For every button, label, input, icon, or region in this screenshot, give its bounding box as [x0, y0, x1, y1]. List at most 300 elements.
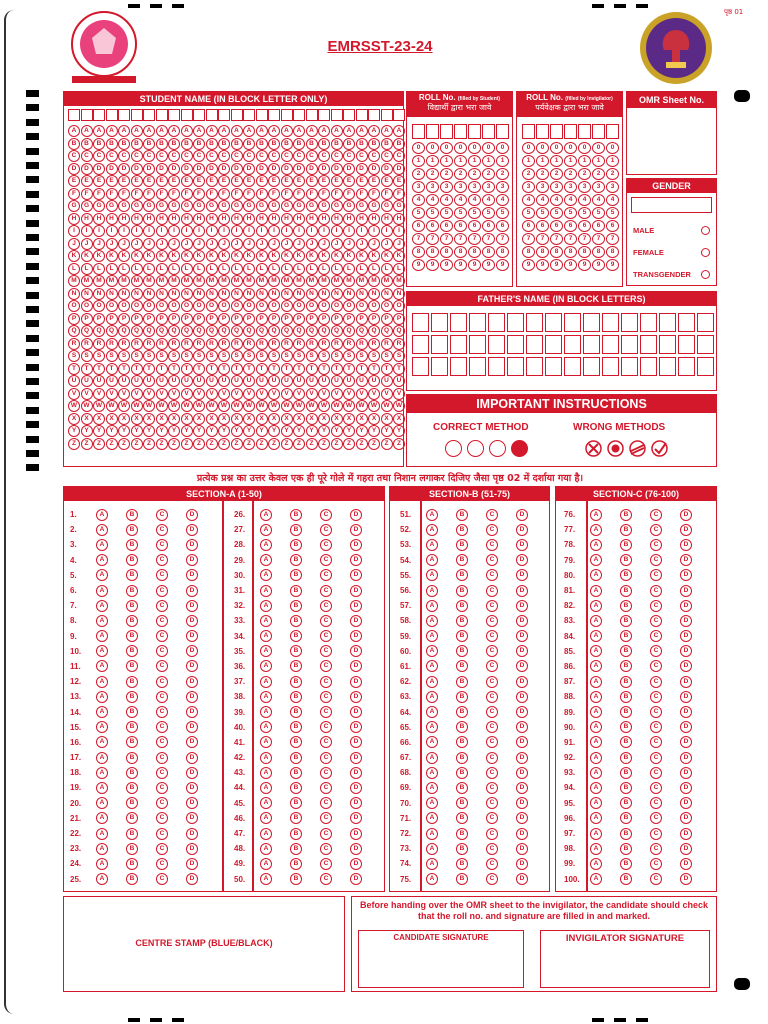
roll-digit-bubble[interactable]: 5 — [578, 207, 591, 219]
name-letter-bubble[interactable]: V — [281, 388, 293, 400]
answer-bubble[interactable]: B — [620, 736, 632, 748]
gender-input-box[interactable] — [631, 197, 712, 213]
answer-bubble[interactable]: B — [126, 858, 138, 870]
name-letter-bubble[interactable]: C — [293, 150, 305, 162]
name-letter-bubble[interactable]: U — [343, 375, 355, 387]
name-letter-bubble[interactable]: P — [306, 313, 318, 325]
roll-digit-bubble[interactable]: 5 — [426, 207, 439, 219]
name-letter-bubble[interactable]: A — [143, 125, 155, 137]
name-letter-bubble[interactable]: P — [131, 313, 143, 325]
name-letter-bubble[interactable]: H — [131, 213, 143, 225]
name-letter-bubble[interactable]: M — [193, 275, 205, 287]
roll-digit-bubble[interactable]: 3 — [606, 181, 619, 193]
fathers-name-letter-cell[interactable] — [469, 335, 486, 354]
answer-bubble[interactable]: C — [486, 585, 498, 597]
name-letter-bubble[interactable]: B — [331, 138, 343, 150]
roll-digit-bubble[interactable]: 5 — [564, 207, 577, 219]
answer-bubble[interactable]: A — [426, 539, 438, 551]
name-letter-bubble[interactable]: C — [256, 150, 268, 162]
answer-bubble[interactable]: C — [650, 554, 662, 566]
roll-digit-bubble[interactable]: 3 — [426, 181, 439, 193]
answer-bubble[interactable]: D — [350, 630, 362, 642]
name-letter-bubble[interactable]: M — [381, 275, 393, 287]
answer-bubble[interactable]: D — [186, 630, 198, 642]
answer-bubble[interactable]: B — [126, 554, 138, 566]
name-letter-bubble[interactable]: F — [393, 188, 405, 200]
name-letter-bubble[interactable]: Y — [256, 425, 268, 437]
name-letter-bubble[interactable]: R — [281, 338, 293, 350]
answer-bubble[interactable]: A — [260, 569, 272, 581]
name-letter-bubble[interactable]: N — [131, 288, 143, 300]
name-letter-bubble[interactable]: C — [93, 150, 105, 162]
roll-digit-bubble[interactable]: 8 — [592, 246, 605, 258]
name-letter-bubble[interactable]: D — [343, 163, 355, 175]
answer-bubble[interactable]: B — [290, 752, 302, 764]
name-letter-bubble[interactable]: E — [331, 175, 343, 187]
name-letter-bubble[interactable]: S — [81, 350, 93, 362]
name-letter-bubble[interactable]: C — [268, 150, 280, 162]
answer-bubble[interactable]: A — [426, 509, 438, 521]
name-letter-bubble[interactable]: X — [181, 413, 193, 425]
name-letter-bubble[interactable]: I — [393, 225, 405, 237]
answer-bubble[interactable]: D — [350, 812, 362, 824]
roll-digit-bubble[interactable]: 5 — [440, 207, 453, 219]
name-letter-bubble[interactable]: O — [93, 300, 105, 312]
name-letter-bubble[interactable]: W — [331, 400, 343, 412]
name-letter-bubble[interactable]: Z — [356, 438, 368, 450]
answer-bubble[interactable]: C — [650, 645, 662, 657]
name-letter-bubble[interactable]: I — [381, 225, 393, 237]
name-letter-bubble[interactable]: O — [81, 300, 93, 312]
answer-bubble[interactable]: D — [680, 585, 692, 597]
answer-bubble[interactable]: D — [516, 873, 528, 885]
name-letter-bubble[interactable]: W — [293, 400, 305, 412]
answer-bubble[interactable]: B — [620, 585, 632, 597]
fathers-name-letter-cell[interactable] — [564, 357, 581, 376]
name-letter-bubble[interactable]: E — [368, 175, 380, 187]
name-letter-bubble[interactable]: R — [131, 338, 143, 350]
name-letter-bubble[interactable]: F — [168, 188, 180, 200]
name-letter-bubble[interactable]: E — [106, 175, 118, 187]
name-letter-bubble[interactable]: N — [193, 288, 205, 300]
name-letter-bubble[interactable]: T — [368, 363, 380, 375]
name-letter-bubble[interactable]: E — [118, 175, 130, 187]
answer-bubble[interactable]: D — [350, 767, 362, 779]
name-letter-cell[interactable] — [331, 109, 343, 121]
roll-digit-bubble[interactable]: 4 — [426, 194, 439, 206]
name-letter-bubble[interactable]: B — [93, 138, 105, 150]
answer-bubble[interactable]: D — [680, 509, 692, 521]
gender-option-female[interactable]: FEMALE — [633, 241, 710, 263]
roll-digit-bubble[interactable]: 2 — [550, 168, 563, 180]
name-letter-bubble[interactable]: P — [368, 313, 380, 325]
name-letter-bubble[interactable]: K — [368, 250, 380, 262]
name-letter-bubble[interactable]: E — [281, 175, 293, 187]
roll-digit-bubble[interactable]: 4 — [496, 194, 509, 206]
roll-digit-bubble[interactable]: 2 — [564, 168, 577, 180]
name-letter-bubble[interactable]: X — [143, 413, 155, 425]
name-letter-bubble[interactable]: I — [281, 225, 293, 237]
answer-bubble[interactable]: A — [260, 539, 272, 551]
roll-digit-bubble[interactable]: 5 — [454, 207, 467, 219]
answer-bubble[interactable]: C — [650, 600, 662, 612]
name-letter-bubble[interactable]: K — [381, 250, 393, 262]
name-letter-bubble[interactable]: B — [356, 138, 368, 150]
answer-bubble[interactable]: D — [350, 524, 362, 536]
name-letter-bubble[interactable]: P — [206, 313, 218, 325]
name-letter-bubble[interactable]: L — [181, 263, 193, 275]
name-letter-bubble[interactable]: C — [143, 150, 155, 162]
roll-digit-bubble[interactable]: 5 — [468, 207, 481, 219]
name-letter-bubble[interactable]: Q — [168, 325, 180, 337]
fathers-name-letter-cell[interactable] — [697, 313, 714, 332]
answer-bubble[interactable]: A — [96, 706, 108, 718]
name-letter-bubble[interactable]: A — [268, 125, 280, 137]
name-letter-bubble[interactable]: Q — [306, 325, 318, 337]
name-letter-bubble[interactable]: D — [368, 163, 380, 175]
roll-digit-bubble[interactable]: 9 — [592, 259, 605, 271]
name-letter-bubble[interactable]: G — [181, 200, 193, 212]
name-letter-bubble[interactable]: Q — [231, 325, 243, 337]
answer-bubble[interactable]: A — [96, 736, 108, 748]
name-letter-bubble[interactable]: A — [218, 125, 230, 137]
name-letter-bubble[interactable]: D — [81, 163, 93, 175]
name-letter-bubble[interactable]: T — [143, 363, 155, 375]
answer-bubble[interactable]: A — [590, 812, 602, 824]
name-letter-bubble[interactable]: Z — [206, 438, 218, 450]
name-letter-bubble[interactable]: P — [243, 313, 255, 325]
name-letter-bubble[interactable]: S — [268, 350, 280, 362]
roll-digit-bubble[interactable]: 6 — [550, 220, 563, 232]
roll-digit-bubble[interactable]: 2 — [496, 168, 509, 180]
name-letter-bubble[interactable]: Y — [281, 425, 293, 437]
name-letter-bubble[interactable]: Q — [343, 325, 355, 337]
name-letter-bubble[interactable]: F — [68, 188, 80, 200]
answer-bubble[interactable]: C — [486, 843, 498, 855]
answer-bubble[interactable]: C — [320, 706, 332, 718]
name-letter-bubble[interactable]: P — [231, 313, 243, 325]
answer-bubble[interactable]: D — [350, 615, 362, 627]
answer-bubble[interactable]: C — [650, 569, 662, 581]
name-letter-bubble[interactable]: N — [81, 288, 93, 300]
answer-bubble[interactable]: B — [456, 843, 468, 855]
fathers-name-letter-cell[interactable] — [488, 313, 505, 332]
name-letter-bubble[interactable]: X — [193, 413, 205, 425]
roll-digit-bubble[interactable]: 8 — [482, 246, 495, 258]
answer-bubble[interactable]: D — [680, 676, 692, 688]
name-letter-bubble[interactable]: M — [256, 275, 268, 287]
name-letter-bubble[interactable]: B — [256, 138, 268, 150]
name-letter-bubble[interactable]: A — [81, 125, 93, 137]
answer-bubble[interactable]: C — [650, 676, 662, 688]
roll-digit-bubble[interactable]: 4 — [522, 194, 535, 206]
answer-bubble[interactable]: C — [156, 706, 168, 718]
name-letter-bubble[interactable]: G — [131, 200, 143, 212]
name-letter-bubble[interactable]: U — [306, 375, 318, 387]
name-letter-cell[interactable] — [343, 109, 355, 121]
name-letter-bubble[interactable]: B — [218, 138, 230, 150]
name-letter-bubble[interactable]: L — [156, 263, 168, 275]
roll-invigilator-cells[interactable] — [522, 124, 619, 139]
answer-bubble[interactable]: D — [350, 691, 362, 703]
answer-bubble[interactable]: C — [156, 873, 168, 885]
name-letter-bubble[interactable]: G — [381, 200, 393, 212]
name-letter-bubble[interactable]: Z — [243, 438, 255, 450]
gender-option-transgender[interactable]: TRANSGENDER — [633, 263, 710, 285]
answer-bubble[interactable]: D — [516, 645, 528, 657]
name-letter-bubble[interactable]: D — [243, 163, 255, 175]
name-letter-bubble[interactable]: W — [81, 400, 93, 412]
name-letter-bubble[interactable]: U — [268, 375, 280, 387]
answer-bubble[interactable]: B — [456, 615, 468, 627]
name-letter-bubble[interactable]: O — [131, 300, 143, 312]
answer-bubble[interactable]: C — [320, 767, 332, 779]
name-letter-cell[interactable] — [356, 109, 368, 121]
name-letter-bubble[interactable]: M — [281, 275, 293, 287]
name-letter-bubble[interactable]: A — [206, 125, 218, 137]
name-letter-bubble[interactable]: L — [281, 263, 293, 275]
name-letter-bubble[interactable]: X — [368, 413, 380, 425]
answer-bubble[interactable]: A — [96, 843, 108, 855]
name-letter-bubble[interactable]: G — [68, 200, 80, 212]
name-letter-bubble[interactable]: L — [356, 263, 368, 275]
roll-digit-bubble[interactable]: 7 — [496, 233, 509, 245]
roll-digit-bubble[interactable]: 5 — [522, 207, 535, 219]
roll-digit-bubble[interactable]: 8 — [454, 246, 467, 258]
name-letter-bubble[interactable]: M — [356, 275, 368, 287]
name-letter-bubble[interactable]: R — [118, 338, 130, 350]
answer-bubble[interactable]: A — [590, 569, 602, 581]
answer-bubble[interactable]: C — [320, 843, 332, 855]
name-letter-bubble[interactable]: C — [343, 150, 355, 162]
name-letter-bubble[interactable]: Q — [181, 325, 193, 337]
name-letter-bubble[interactable]: W — [281, 400, 293, 412]
name-letter-bubble[interactable]: J — [131, 238, 143, 250]
answer-bubble[interactable]: B — [620, 843, 632, 855]
name-letter-bubble[interactable]: H — [356, 213, 368, 225]
name-letter-bubble[interactable]: M — [331, 275, 343, 287]
answer-bubble[interactable]: C — [156, 752, 168, 764]
roll-digit-cell[interactable] — [454, 124, 467, 139]
answer-bubble[interactable]: C — [156, 539, 168, 551]
answer-bubble[interactable]: B — [456, 600, 468, 612]
name-letter-bubble[interactable]: Y — [193, 425, 205, 437]
name-letter-bubble[interactable]: I — [256, 225, 268, 237]
answer-bubble[interactable]: D — [186, 676, 198, 688]
answer-bubble[interactable]: C — [156, 736, 168, 748]
name-letter-bubble[interactable]: A — [156, 125, 168, 137]
answer-bubble[interactable]: B — [456, 585, 468, 597]
name-letter-bubble[interactable]: B — [393, 138, 405, 150]
name-letter-bubble[interactable]: C — [381, 150, 393, 162]
name-letter-bubble[interactable]: Q — [193, 325, 205, 337]
name-letter-bubble[interactable]: O — [206, 300, 218, 312]
name-letter-bubble[interactable]: H — [318, 213, 330, 225]
name-letter-cell[interactable] — [81, 109, 93, 121]
roll-digit-bubble[interactable]: 6 — [468, 220, 481, 232]
roll-digit-cell[interactable] — [440, 124, 453, 139]
roll-digit-bubble[interactable]: 1 — [440, 155, 453, 167]
name-letter-bubble[interactable]: K — [306, 250, 318, 262]
answer-bubble[interactable]: B — [290, 858, 302, 870]
roll-digit-bubble[interactable]: 4 — [440, 194, 453, 206]
answer-bubble[interactable]: B — [290, 630, 302, 642]
name-letter-bubble[interactable]: B — [268, 138, 280, 150]
name-letter-bubble[interactable]: W — [368, 400, 380, 412]
name-letter-bubble[interactable]: H — [218, 213, 230, 225]
answer-bubble[interactable]: A — [260, 736, 272, 748]
roll-digit-bubble[interactable]: 9 — [454, 259, 467, 271]
answer-bubble[interactable]: A — [426, 600, 438, 612]
name-letter-bubble[interactable]: V — [68, 388, 80, 400]
name-letter-cell[interactable] — [168, 109, 180, 121]
name-letter-bubble[interactable]: X — [343, 413, 355, 425]
name-letter-bubble[interactable]: H — [293, 213, 305, 225]
name-letter-bubble[interactable]: K — [118, 250, 130, 262]
name-letter-bubble[interactable]: T — [231, 363, 243, 375]
name-letter-bubble[interactable]: E — [256, 175, 268, 187]
answer-bubble[interactable]: B — [126, 660, 138, 672]
name-letter-bubble[interactable]: O — [393, 300, 405, 312]
answer-bubble[interactable]: B — [290, 539, 302, 551]
name-letter-bubble[interactable]: J — [181, 238, 193, 250]
roll-digit-bubble[interactable]: 7 — [550, 233, 563, 245]
roll-digit-bubble[interactable]: 2 — [426, 168, 439, 180]
name-letter-bubble[interactable]: W — [356, 400, 368, 412]
answer-bubble[interactable]: C — [320, 600, 332, 612]
name-letter-bubble[interactable]: I — [306, 225, 318, 237]
answer-bubble[interactable]: D — [516, 585, 528, 597]
answer-bubble[interactable]: B — [620, 660, 632, 672]
name-letter-cell[interactable] — [93, 109, 105, 121]
answer-bubble[interactable]: D — [680, 782, 692, 794]
roll-student-bubble-grid[interactable] — [412, 142, 509, 271]
answer-bubble[interactable]: B — [290, 767, 302, 779]
answer-bubble[interactable]: B — [126, 615, 138, 627]
name-letter-bubble[interactable]: D — [181, 163, 193, 175]
answer-bubble[interactable]: B — [456, 645, 468, 657]
name-letter-bubble[interactable]: J — [393, 238, 405, 250]
name-letter-bubble[interactable]: W — [243, 400, 255, 412]
name-letter-bubble[interactable]: L — [118, 263, 130, 275]
roll-digit-bubble[interactable]: 2 — [592, 168, 605, 180]
answer-bubble[interactable]: B — [620, 569, 632, 581]
name-letter-bubble[interactable]: N — [343, 288, 355, 300]
name-letter-bubble[interactable]: V — [93, 388, 105, 400]
name-letter-bubble[interactable]: H — [193, 213, 205, 225]
answer-bubble[interactable]: B — [126, 509, 138, 521]
name-letter-bubble[interactable]: O — [281, 300, 293, 312]
name-letter-bubble[interactable]: V — [268, 388, 280, 400]
answer-bubble[interactable]: C — [650, 615, 662, 627]
name-letter-bubble[interactable]: K — [143, 250, 155, 262]
name-letter-bubble[interactable]: E — [243, 175, 255, 187]
answer-bubble[interactable]: C — [320, 858, 332, 870]
name-letter-bubble[interactable]: G — [368, 200, 380, 212]
name-letter-bubble[interactable]: R — [306, 338, 318, 350]
name-letter-bubble[interactable]: O — [256, 300, 268, 312]
name-letter-bubble[interactable]: U — [218, 375, 230, 387]
name-letter-bubble[interactable]: S — [306, 350, 318, 362]
name-letter-bubble[interactable]: Z — [118, 438, 130, 450]
name-letter-bubble[interactable]: L — [256, 263, 268, 275]
name-letter-bubble[interactable]: D — [231, 163, 243, 175]
answer-bubble[interactable]: D — [516, 660, 528, 672]
answer-bubble[interactable]: C — [320, 812, 332, 824]
name-letter-bubble[interactable]: G — [218, 200, 230, 212]
fathers-name-letter-cell[interactable] — [545, 357, 562, 376]
name-letter-bubble[interactable]: G — [93, 200, 105, 212]
name-letter-bubble[interactable]: V — [131, 388, 143, 400]
name-letter-bubble[interactable]: M — [168, 275, 180, 287]
answer-bubble[interactable]: A — [96, 600, 108, 612]
roll-digit-bubble[interactable]: 4 — [564, 194, 577, 206]
answer-bubble[interactable]: A — [590, 585, 602, 597]
name-letter-bubble[interactable]: N — [206, 288, 218, 300]
answer-bubble[interactable]: B — [126, 873, 138, 885]
roll-digit-bubble[interactable]: 3 — [496, 181, 509, 193]
name-letter-bubble[interactable]: R — [156, 338, 168, 350]
fathers-name-letter-cell[interactable] — [469, 313, 486, 332]
name-letter-bubble[interactable]: T — [68, 363, 80, 375]
name-letter-bubble[interactable]: G — [168, 200, 180, 212]
name-letter-bubble[interactable]: T — [331, 363, 343, 375]
name-letter-bubble[interactable]: X — [156, 413, 168, 425]
name-letter-bubble[interactable]: Y — [343, 425, 355, 437]
roll-digit-bubble[interactable]: 5 — [536, 207, 549, 219]
name-letter-bubble[interactable]: T — [268, 363, 280, 375]
answer-bubble[interactable]: A — [260, 752, 272, 764]
name-letter-bubble[interactable]: Q — [256, 325, 268, 337]
name-letter-bubble[interactable]: Q — [131, 325, 143, 337]
name-letter-bubble[interactable]: X — [93, 413, 105, 425]
roll-digit-bubble[interactable]: 4 — [468, 194, 481, 206]
name-letter-bubble[interactable]: J — [218, 238, 230, 250]
name-letter-bubble[interactable]: U — [131, 375, 143, 387]
answer-bubble[interactable]: C — [486, 660, 498, 672]
fathers-name-letter-cell[interactable] — [602, 335, 619, 354]
name-letter-bubble[interactable]: E — [81, 175, 93, 187]
answer-bubble[interactable]: B — [456, 858, 468, 870]
roll-digit-bubble[interactable]: 7 — [412, 233, 425, 245]
name-letter-bubble[interactable]: I — [81, 225, 93, 237]
answer-bubble[interactable]: A — [96, 767, 108, 779]
name-letter-bubble[interactable]: I — [218, 225, 230, 237]
name-letter-bubble[interactable]: M — [81, 275, 93, 287]
name-letter-bubble[interactable]: P — [93, 313, 105, 325]
answer-bubble[interactable]: A — [590, 615, 602, 627]
name-letter-bubble[interactable]: Z — [168, 438, 180, 450]
answer-bubble[interactable]: A — [96, 660, 108, 672]
student-name-bubble-grid[interactable] — [68, 125, 405, 450]
name-letter-bubble[interactable]: A — [306, 125, 318, 137]
fathers-name-letter-cell[interactable] — [640, 335, 657, 354]
name-letter-bubble[interactable]: R — [243, 338, 255, 350]
roll-digit-cell[interactable] — [412, 124, 425, 139]
answer-bubble[interactable]: B — [620, 767, 632, 779]
roll-digit-bubble[interactable]: 2 — [440, 168, 453, 180]
roll-digit-bubble[interactable]: 0 — [454, 142, 467, 154]
name-letter-bubble[interactable]: F — [81, 188, 93, 200]
answer-bubble[interactable]: D — [186, 660, 198, 672]
answer-bubble[interactable]: D — [516, 676, 528, 688]
name-letter-bubble[interactable]: O — [118, 300, 130, 312]
name-letter-bubble[interactable]: U — [393, 375, 405, 387]
answer-bubble[interactable]: C — [486, 858, 498, 870]
name-letter-bubble[interactable]: I — [143, 225, 155, 237]
roll-digit-bubble[interactable]: 7 — [606, 233, 619, 245]
fathers-name-letter-cell[interactable] — [678, 335, 695, 354]
